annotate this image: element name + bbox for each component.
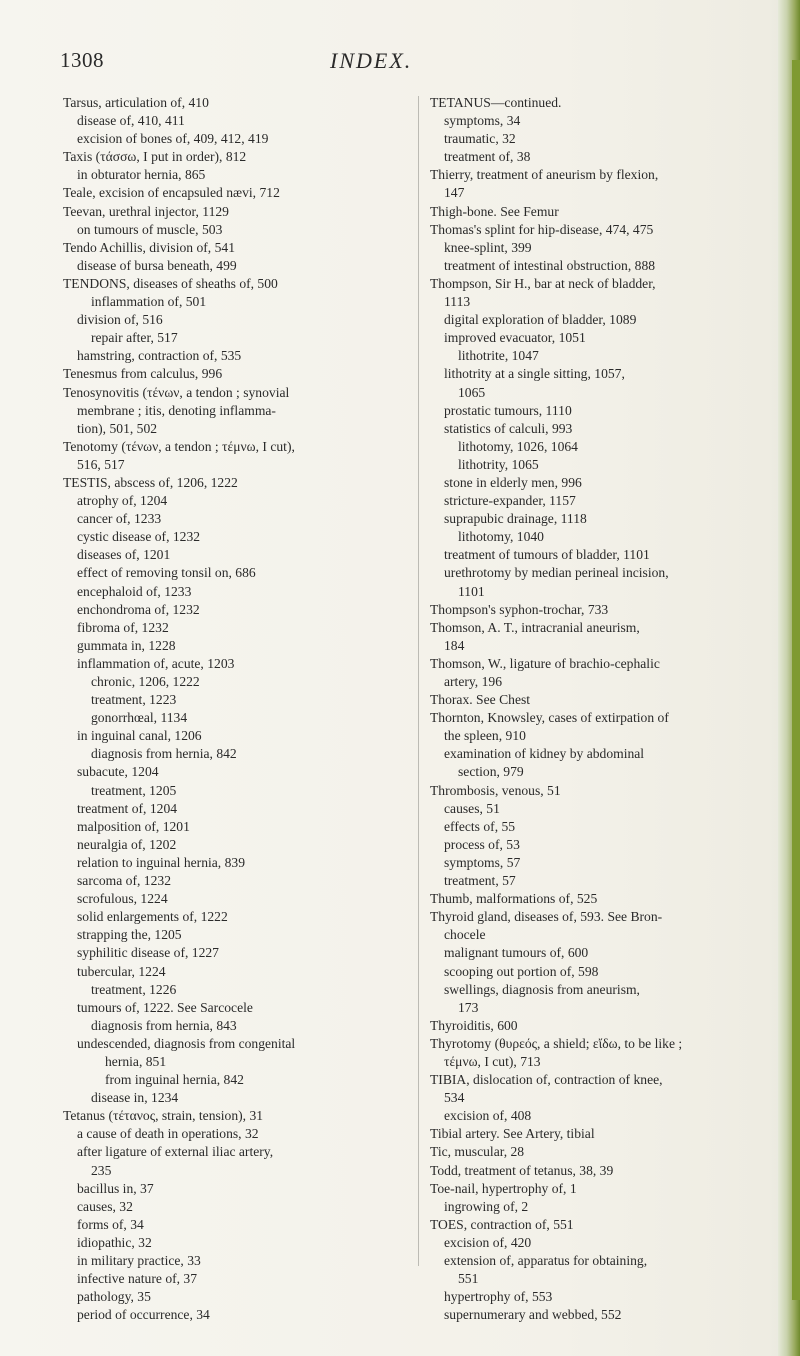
index-entry: lithotrity at a single sitting, 1057, <box>444 366 625 382</box>
index-entry: excision of, 408 <box>444 1108 532 1124</box>
index-entry: TESTIS, abscess of, 1206, 1222 <box>63 474 238 490</box>
index-entry: malignant tumours of, 600 <box>444 945 589 961</box>
index-entry: 147 <box>444 185 465 201</box>
index-entry: symptoms, 57 <box>444 854 521 870</box>
index-entry: TENDONS, diseases of sheaths of, 500 <box>63 275 278 291</box>
index-entry: Tibial artery. See Artery, tibial <box>430 1126 595 1142</box>
index-entry: treatment of, 1204 <box>77 800 178 816</box>
index-entry: Taxis (τάσσω, I put in order), 812 <box>63 149 247 165</box>
index-entry: 1065 <box>458 384 486 400</box>
index-entry: lithotomy, 1026, 1064 <box>458 438 578 454</box>
index-entry: neuralgia of, 1202 <box>77 836 177 852</box>
index-entry: in obturator hernia, 865 <box>77 167 206 183</box>
index-entry: hernia, 851 <box>105 1053 167 1069</box>
page-edge-tab <box>792 60 800 1300</box>
index-entry: gummata in, 1228 <box>77 637 176 653</box>
index-entry: diagnosis from hernia, 842 <box>91 746 237 762</box>
index-entry: Thornton, Knowsley, cases of extirpation of <box>430 710 669 726</box>
index-column-left <box>63 94 413 1324</box>
index-entry: Toe-nail, hypertrophy of, 1 <box>430 1180 577 1196</box>
index-entry: urethrotomy by median perineal incision, <box>444 565 669 581</box>
page-number: 1308 <box>60 48 104 72</box>
index-entry: TOES, contraction of, 551 <box>430 1216 574 1232</box>
index-entry: disease in, 1234 <box>91 1090 179 1106</box>
index-entry: treatment of, 38 <box>444 149 531 165</box>
index-entry: encephaloid of, 1233 <box>77 583 192 599</box>
index-entry: effects of, 55 <box>444 818 516 834</box>
index-entry: lithotrity, 1065 <box>458 456 539 472</box>
index-entry: Thierry, treatment of aneurism by flexion, <box>430 167 659 183</box>
index-entry: tion), 501, 502 <box>77 420 158 436</box>
running-head: INDEX. <box>330 48 413 73</box>
index-entry: Thyroid gland, diseases of, 593. See Bron- <box>430 909 663 925</box>
index-entry: Todd, treatment of tetanus, 38, 39 <box>430 1162 614 1178</box>
index-entry: process of, 53 <box>444 836 520 852</box>
page-header <box>60 48 760 80</box>
index-entry: causes, 51 <box>444 800 500 816</box>
index-entry: period of occurrence, 34 <box>77 1307 210 1323</box>
index-entry: relation to inguinal hernia, 839 <box>77 854 245 870</box>
index-entry: the spleen, 910 <box>444 728 526 744</box>
index-entry: causes, 32 <box>77 1198 133 1214</box>
index-entry: disease of, 410, 411 <box>77 113 185 129</box>
index-entry: disease of bursa beneath, 499 <box>77 257 237 273</box>
index-entry: division of, 516 <box>77 312 163 328</box>
index-entry: treatment, 1223 <box>91 692 177 708</box>
index-entry: Thompson, Sir H., bar at neck of bladder, <box>430 275 656 291</box>
index-entry: Thrombosis, venous, 51 <box>430 782 561 798</box>
index-entry: τέμνω, I cut), 713 <box>444 1053 541 1069</box>
index-entry: excision of bones of, 409, 412, 419 <box>77 131 269 147</box>
index-entry: Thumb, malformations of, 525 <box>430 891 598 907</box>
index-entry: TETANUS—continued. <box>430 95 562 110</box>
index-entry: effect of removing tonsil on, 686 <box>77 565 256 581</box>
index-entry: atrophy of, 1204 <box>77 493 168 509</box>
index-entry: idiopathic, 32 <box>77 1234 152 1250</box>
index-entry: 516, 517 <box>77 456 125 472</box>
index-entry: syphilitic disease of, 1227 <box>77 945 219 961</box>
index-entry: inflammation of, acute, 1203 <box>77 655 235 671</box>
index-entry: fibroma of, 1232 <box>77 619 169 635</box>
index-entry: treatment of intestinal obstruction, 888 <box>444 257 656 273</box>
index-entry: subacute, 1204 <box>77 764 159 780</box>
index-entry: suprapubic drainage, 1118 <box>444 511 587 527</box>
index-entry: swellings, diagnosis from aneurism, <box>444 981 640 997</box>
index-entry: membrane ; itis, denoting inflamma- <box>77 402 276 418</box>
index-entry: scrofulous, 1224 <box>77 891 168 907</box>
index-entry: TIBIA, dislocation of, contraction of knee, <box>430 1072 663 1088</box>
index-entry: Thomson, W., ligature of brachio-cephalic <box>430 655 660 671</box>
index-entry: digital exploration of bladder, 1089 <box>444 312 637 328</box>
index-entry: Teale, excision of encapsuled nævi, 712 <box>63 185 280 201</box>
index-entry: on tumours of muscle, 503 <box>77 221 223 237</box>
index-entry: 534 <box>444 1090 465 1106</box>
index-entry: tubercular, 1224 <box>77 963 166 979</box>
index-entry: treatment, 57 <box>444 873 516 889</box>
index-entry: diseases of, 1201 <box>77 547 171 563</box>
index-entry: Teevan, urethral injector, 1129 <box>63 203 229 219</box>
index-entry: diagnosis from hernia, 843 <box>91 1017 237 1033</box>
index-entry: inflammation of, 501 <box>91 294 207 310</box>
index-entry: hypertrophy of, 553 <box>444 1289 553 1305</box>
index-entry: symptoms, 34 <box>444 113 521 129</box>
index-entry: section, 979 <box>458 764 524 780</box>
index-entry: stricture-expander, 1157 <box>444 493 576 509</box>
index-entry: 235 <box>91 1162 112 1178</box>
index-entry: Thyrotomy (θυρεός, a shield; εἴδω, to be like ; <box>430 1035 683 1051</box>
index-entry: enchondroma of, 1232 <box>77 601 200 617</box>
index-entry: bacillus in, 37 <box>77 1180 154 1196</box>
index-entry: Tenesmus from calculus, 996 <box>63 366 223 382</box>
index-entry: 551 <box>458 1271 479 1287</box>
index-entry: a cause of death in operations, 32 <box>77 1126 259 1142</box>
index-entry: sarcoma of, 1232 <box>77 873 171 889</box>
index-entry: gonorrhœal, 1134 <box>91 710 188 726</box>
index-entry: 1113 <box>444 294 471 310</box>
index-entry: treatment, 1226 <box>91 981 177 997</box>
index-entry: Tendo Achillis, division of, 541 <box>63 239 235 255</box>
index-entry: improved evacuator, 1051 <box>444 330 586 346</box>
index-entry: Tic, muscular, 28 <box>430 1144 525 1160</box>
index-entry: stone in elderly men, 996 <box>444 474 582 490</box>
index-entry: Tenosynovitis (τένων, a tendon ; synovial <box>63 384 290 400</box>
index-entry: traumatic, 32 <box>444 131 516 147</box>
index-entry: chronic, 1206, 1222 <box>91 674 200 689</box>
index-entry: after ligature of external iliac artery, <box>77 1144 274 1160</box>
index-entry: Thomas's splint for hip-disease, 474, 475 <box>430 221 654 237</box>
index-entry: supernumerary and webbed, 552 <box>444 1307 622 1323</box>
index-entry: Thomson, A. T., intracranial aneurism, <box>430 619 640 635</box>
index-entry: artery, 196 <box>444 674 502 689</box>
index-entry: strapping the, 1205 <box>77 927 182 943</box>
index-entry: undescended, diagnosis from congenital <box>77 1035 296 1051</box>
index-entry: hamstring, contraction of, 535 <box>77 348 242 364</box>
index-entry: examination of kidney by abdominal <box>444 746 645 762</box>
column-divider <box>418 96 419 1266</box>
index-column-right <box>430 94 780 1324</box>
index-entry: statistics of calculi, 993 <box>444 420 573 436</box>
index-entry: pathology, 35 <box>77 1289 151 1305</box>
index-entry: repair after, 517 <box>91 330 178 346</box>
index-entry: forms of, 34 <box>77 1216 144 1232</box>
index-entry: prostatic tumours, 1110 <box>444 402 572 418</box>
index-entry: lithotrite, 1047 <box>458 348 539 364</box>
index-entry: cancer of, 1233 <box>77 511 162 527</box>
index-entry: in military practice, 33 <box>77 1253 201 1268</box>
index-entry: Thigh-bone. See Femur <box>430 203 559 219</box>
index-entry: cystic disease of, 1232 <box>77 529 201 545</box>
index-entry: Thompson's syphon-trochar, 733 <box>430 601 609 617</box>
index-entry: infective nature of, 37 <box>77 1271 198 1287</box>
index-entry: knee-splint, 399 <box>444 239 532 255</box>
index-entry: solid enlargements of, 1222 <box>77 909 228 925</box>
index-entry: chocele <box>444 927 486 943</box>
index-entry: 1101 <box>458 583 485 599</box>
index-entry: in inguinal canal, 1206 <box>77 728 202 744</box>
index-entry: Tetanus (τέτανος, strain, tension), 31 <box>63 1108 264 1124</box>
index-entry: ingrowing of, 2 <box>444 1198 529 1214</box>
index-entry: scooping out portion of, 598 <box>444 963 599 979</box>
index-entry: extension of, apparatus for obtaining, <box>444 1253 648 1268</box>
index-entry: 173 <box>458 999 479 1015</box>
index-entry: Tarsus, articulation of, 410 <box>63 95 209 110</box>
index-entry: Tenotomy (τένων, a tendon ; τέμνω, I cut), <box>63 438 295 454</box>
index-entry: Thyroiditis, 600 <box>430 1017 518 1033</box>
index-entry: from inguinal hernia, 842 <box>105 1072 244 1088</box>
index-entry: treatment of tumours of bladder, 1101 <box>444 547 650 563</box>
index-entry: malposition of, 1201 <box>77 818 190 834</box>
index-entry: lithotomy, 1040 <box>458 529 544 545</box>
index-entry: tumours of, 1222. See Sarcocele <box>77 999 253 1015</box>
index-entry: 184 <box>444 637 465 653</box>
index-entry: Thorax. See Chest <box>430 692 531 708</box>
index-entry: excision of, 420 <box>444 1234 532 1250</box>
index-entry: treatment, 1205 <box>91 782 177 798</box>
